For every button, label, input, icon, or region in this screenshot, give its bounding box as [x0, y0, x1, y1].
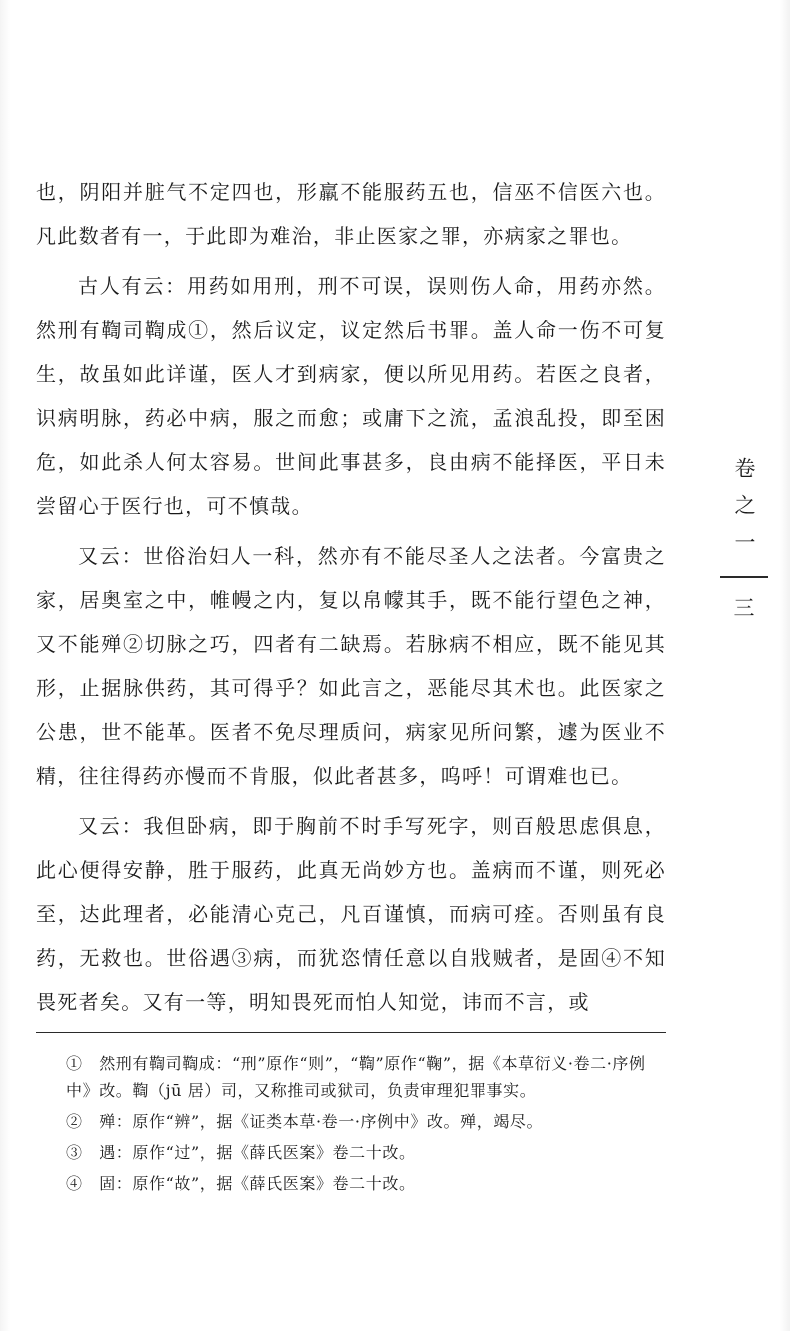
footnote: ① 然刑有鞫司鞫成：“刑”原作“则”，“鞫”原作“鞠”，据《本草衍义·卷二·序例中》改。鞫（jū 居）司，又称推司或狱司，负责审理犯罪事实。: [66, 1054, 646, 1100]
footnote: ④ 固：原作“故”，据《薛氏医案》卷二十改。: [66, 1174, 416, 1193]
paragraph: 古人有云：用药如用刑，刑不可误，误则伤人命，用药亦然。然刑有鞫司鞫成①，然后议定，议定然后书罪。盖人命一伤不可复生，故虽如此详谨，医人才到病家，便以所见用药。若医之良者，识病明脉，药必中病，服之而愈；或庸下之流，孟浪乱投，即至困危，如此杀人何太容易。世间此事甚多，良由病不能择医，平日未尝留心于医行也，可不慎哉。: [36, 274, 666, 518]
footnote-divider: [36, 1032, 666, 1033]
paragraph: 又云：我但卧病，即于胸前不时手写死字，则百般思虑俱息，此心便得安静，胜于服药，此真无尚妙方也。盖病而不谨，则死必至，达此理者，必能清心克己，凡百谨慎，而病可痊。否则虽有良药，无救也。世俗遇③病，而犹恣情任意以自戕贼者，是固④不知畏死者矣。又有一等，明知畏死而怕人知觉，讳而不言，或: [36, 814, 666, 1014]
footnotes: [66, 1050, 666, 1201]
volume-label: 卷之一: [732, 457, 756, 568]
footnote: ③ 遇：原作“过”，据《薛氏医案》卷二十改。: [66, 1143, 416, 1162]
main-text-block: [36, 170, 666, 1030]
side-divider: [720, 576, 768, 578]
paragraph-continuation: 也，阴阳并脏气不定四也，形羸不能服药五也，信巫不信医六也。凡此数者有一，于此即为难治，非止医家之罪，亦病家之罪也。: [36, 180, 666, 248]
paragraph: 又云：世俗治妇人一科，然亦有不能尽圣人之法者。今富贵之家，居奥室之中，帷幔之内，复以帛幪其手，既不能行望色之神，又不能殚②切脉之巧，四者有二缺焉。若脉病不相应，既不能见其形，止据脉供药，其可得乎？如此言之，恶能尽其术也。此医家之公患，世不能革。医者不免尽理质问，病家见所问繁，遽为医业不精，往往得药亦慢而不肯服，似此者甚多，呜呼！可谓难也已。: [36, 544, 666, 788]
side-header: [720, 455, 768, 622]
page-number: 三: [733, 596, 755, 620]
footnote: ② 殚：原作“辨”，据《证类本草·卷一·序例中》改。殚，竭尽。: [66, 1112, 544, 1131]
